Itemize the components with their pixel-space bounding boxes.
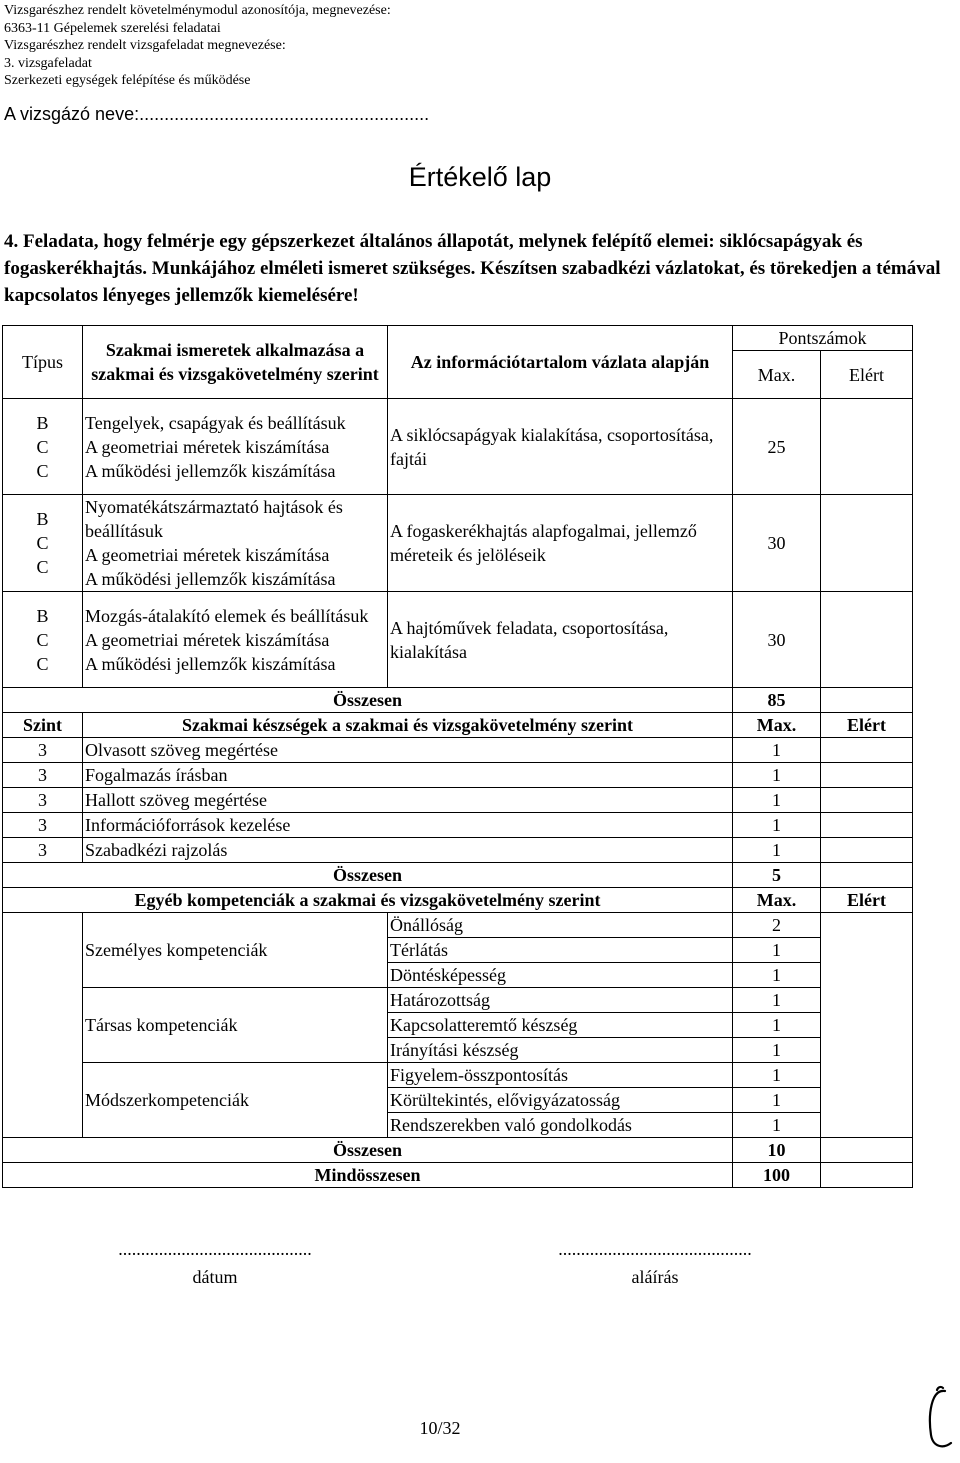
knowledge-description: A fogaskerékhajtás alapfogalmai, jellemző méreteik és jelöléseik bbox=[388, 495, 733, 592]
page-title: Értékelő lap bbox=[408, 162, 552, 192]
competence-name: Rendszerekben való gondolkodás bbox=[388, 1113, 733, 1138]
grand-total-value: 100 bbox=[733, 1163, 821, 1188]
achieved-header: Elért bbox=[821, 713, 913, 738]
subtotal-label: Összesen bbox=[3, 863, 733, 888]
competences-header: Egyéb kompetenciák a szakmai és vizsgakövetelmény szerint bbox=[3, 888, 733, 913]
subtotal-value: 5 bbox=[733, 863, 821, 888]
competence-max: 1 bbox=[733, 1063, 821, 1088]
skill-achieved[interactable] bbox=[821, 738, 913, 763]
skill-name: Hallott szöveg megértése bbox=[83, 788, 733, 813]
header-line: Vizsgarészhez rendelt vizsgafeladat megnevezése: bbox=[4, 38, 286, 53]
competence-group: Társas kompetenciák bbox=[83, 988, 388, 1063]
achieved-header: Elért bbox=[821, 351, 913, 399]
knowledge-items: Nyomatékátszármaztató hajtások és beállításuk A geometriai méretek kiszámítása A működési jellemzők kiszámítása bbox=[83, 495, 388, 592]
knowledge-description: A siklócsapágyak kialakítása, csoportosítása, fajtái bbox=[388, 399, 733, 495]
signature-label: aláírás bbox=[631, 1267, 679, 1287]
sketch-header: Az információtartalom vázlata alapján bbox=[388, 326, 733, 399]
competence-spacer bbox=[3, 913, 83, 1138]
handwritten-initial bbox=[925, 1385, 957, 1460]
knowledge-header: Szakmai ismeretek alkalmazása a szakmai és vizsgakövetelmény szerint bbox=[83, 326, 388, 399]
skill-name: Fogalmazás írásban bbox=[83, 763, 733, 788]
header-line: Szerkezeti egységek felépítése és működése bbox=[4, 73, 251, 88]
skill-achieved[interactable] bbox=[821, 788, 913, 813]
examinee-name-line: A vizsgázó neve:.......................................................... bbox=[4, 104, 430, 124]
date-signature-block bbox=[75, 1235, 355, 1291]
max-points: 30 bbox=[733, 495, 821, 592]
type-codes: B C C bbox=[3, 399, 83, 495]
competence-achieved[interactable] bbox=[821, 913, 913, 1138]
subtotal-achieved[interactable] bbox=[821, 1138, 913, 1163]
skill-achieved[interactable] bbox=[821, 763, 913, 788]
knowledge-items: Mozgás-átalakító elemek és beállításuk A geometriai méretek kiszámítása A működési jellemzők kiszámítása bbox=[83, 592, 388, 688]
level-header: Szint bbox=[3, 713, 83, 738]
header-line: 6363-11 Gépelemek szerelési feladatai bbox=[4, 20, 221, 36]
subtotal-value: 10 bbox=[733, 1138, 821, 1163]
skill-achieved[interactable] bbox=[821, 838, 913, 863]
competence-max: 1 bbox=[733, 1113, 821, 1138]
subtotal-value: 85 bbox=[733, 688, 821, 713]
header-line: Vizsgarészhez rendelt követelménymodul azonosítója, megnevezése: bbox=[4, 3, 391, 18]
achieved-points[interactable] bbox=[821, 592, 913, 688]
skill-level: 3 bbox=[3, 763, 83, 788]
header-line: 3. vizsgafeladat bbox=[4, 55, 92, 71]
skills-header: Szakmai készségek a szakmai és vizsgakövetelmény szerint bbox=[83, 713, 733, 738]
competence-name: Térlátás bbox=[388, 938, 733, 963]
subtotal-label: Összesen bbox=[3, 1138, 733, 1163]
max-header: Max. bbox=[733, 713, 821, 738]
subtotal-achieved[interactable] bbox=[821, 688, 913, 713]
competence-name: Döntésképesség bbox=[388, 963, 733, 988]
skill-max: 1 bbox=[733, 763, 821, 788]
knowledge-items: Tengelyek, csapágyak és beállításuk A geometriai méretek kiszámítása A működési jellemzők kiszámítása bbox=[83, 399, 388, 495]
skill-name: Olvasott szöveg megértése bbox=[83, 738, 733, 763]
max-header: Max. bbox=[733, 888, 821, 913]
max-header: Max. bbox=[733, 351, 821, 399]
points-header: Pontszámok bbox=[733, 326, 913, 351]
competence-max: 1 bbox=[733, 1038, 821, 1063]
subtotal-achieved[interactable] bbox=[821, 863, 913, 888]
competence-name: Kapcsolatteremtő készség bbox=[388, 1013, 733, 1038]
competence-max: 1 bbox=[733, 1013, 821, 1038]
skill-level: 3 bbox=[3, 788, 83, 813]
signature-dots: ........................................... bbox=[558, 1239, 752, 1259]
grand-total-label: Mindösszesen bbox=[3, 1163, 733, 1188]
competence-name: Határozottság bbox=[388, 988, 733, 1013]
max-points: 30 bbox=[733, 592, 821, 688]
signature-block bbox=[515, 1235, 795, 1291]
evaluation-table bbox=[2, 325, 913, 1188]
competence-max: 1 bbox=[733, 938, 821, 963]
competence-max: 1 bbox=[733, 1088, 821, 1113]
skill-max: 1 bbox=[733, 838, 821, 863]
skill-max: 1 bbox=[733, 788, 821, 813]
skill-max: 1 bbox=[733, 813, 821, 838]
skill-achieved[interactable] bbox=[821, 813, 913, 838]
max-points: 25 bbox=[733, 399, 821, 495]
subtotal-label: Összesen bbox=[3, 688, 733, 713]
skill-name: Szabadkézi rajzolás bbox=[83, 838, 733, 863]
skill-max: 1 bbox=[733, 738, 821, 763]
type-codes: B C C bbox=[3, 592, 83, 688]
skill-level: 3 bbox=[3, 813, 83, 838]
competence-max: 1 bbox=[733, 963, 821, 988]
achieved-points[interactable] bbox=[821, 399, 913, 495]
page-number: 10/32 bbox=[419, 1418, 461, 1438]
skill-name: Információforrások kezelése bbox=[83, 813, 733, 838]
achieved-header: Elért bbox=[821, 888, 913, 913]
skill-level: 3 bbox=[3, 838, 83, 863]
competence-max: 1 bbox=[733, 988, 821, 1013]
skill-level: 3 bbox=[3, 738, 83, 763]
competence-name: Figyelem-összpontosítás bbox=[388, 1063, 733, 1088]
knowledge-description: A hajtóművek feladata, csoportosítása, kialakítása bbox=[388, 592, 733, 688]
achieved-points[interactable] bbox=[821, 495, 913, 592]
competence-name: Körültekintés, elővigyázatosság bbox=[388, 1088, 733, 1113]
date-label: dátum bbox=[192, 1267, 238, 1287]
type-codes: B C C bbox=[3, 495, 83, 592]
type-header: Típus bbox=[3, 326, 83, 399]
competence-max: 2 bbox=[733, 913, 821, 938]
document-header bbox=[4, 2, 391, 90]
date-dots: ........................................... bbox=[118, 1239, 312, 1259]
competence-group: Módszerkompetenciák bbox=[83, 1063, 388, 1138]
competence-name: Irányítási készség bbox=[388, 1038, 733, 1063]
task-description: 4. Feladata, hogy felmérje egy gépszerkezet általános állapotát, melynek felépítő elemei: siklócsapágyak és fogaskerékhajtás. Munkájához elméleti ismeret szükséges. Készítsen szabadkézi vázlatokat, és törekedjen a témával kapcsolatos lényeges jellemzők kiemelésére! bbox=[4, 231, 941, 306]
competence-group: Személyes kompetenciák bbox=[83, 913, 388, 988]
competence-name: Önállóság bbox=[388, 913, 733, 938]
grand-total-achieved[interactable] bbox=[821, 1163, 913, 1188]
